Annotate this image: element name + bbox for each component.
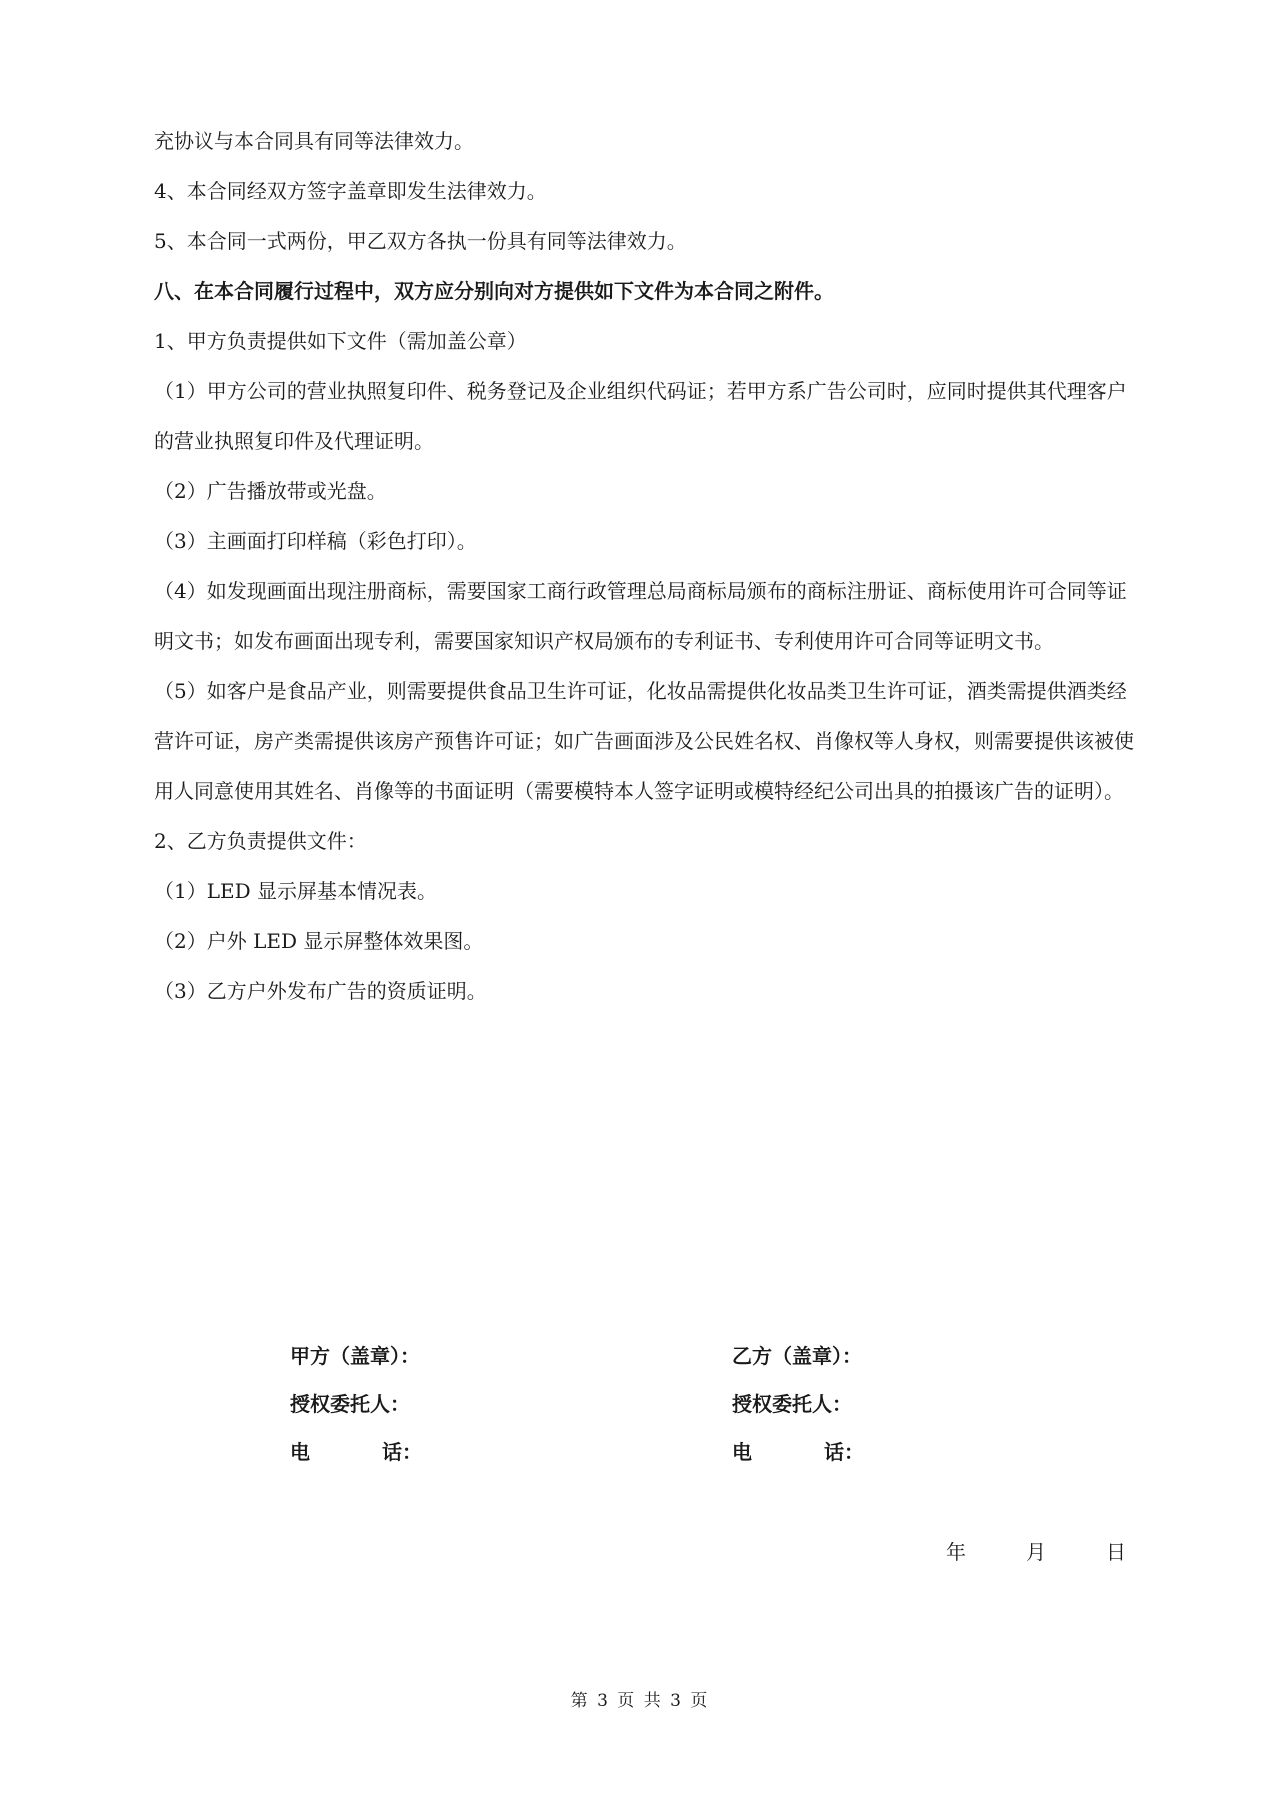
party-b-phone-label-part-1: 电 (732, 1440, 752, 1464)
party-b-signature-block (732, 1332, 864, 1476)
paragraph-party-a-item-5: （5）如客户是食品产业，则需要提供食品卫生许可证，化妆品需提供化妆品类卫生许可证，酒类需提供酒类经营许可证，房产类需提供该房产预售许可证；如广告画面涉及公民姓名权、肖像权等人身权，则需要提供该被使用人同意使用其姓名、肖像等的书面证明（需要模特本人签字证明或模特经纪公司出具的拍摄该广告的证明）。 (154, 679, 1134, 803)
date-month-label: 月 (1026, 1540, 1046, 1564)
paragraph-party-a-item-3: （3）主画面打印样稿（彩色打印）。 (154, 529, 477, 553)
party-b-seal-label: 乙方（盖章）： (732, 1344, 862, 1368)
paragraph-party-a-item-1: （1）甲方公司的营业执照复印件、税务登记及企业组织代码证；若甲方系广告公司时，应同时提供其代理客户的营业执照复印件及代理证明。 (154, 379, 1127, 453)
party-b-phone-label-part-2: 话： (824, 1440, 864, 1464)
section-heading-attachments: 八、在本合同履行过程中，双方应分别向对方提供如下文件为本合同之附件。 (154, 279, 834, 303)
party-a-phone-label-part-2: 话： (382, 1440, 422, 1464)
party-a-phone-label (290, 1428, 422, 1476)
party-a-signature-block (290, 1332, 422, 1476)
paragraph-party-b-item-2: （2）户外 LED 显示屏整体效果图。 (154, 929, 484, 953)
paragraph-party-a-item-2: （2）广告播放带或光盘。 (154, 479, 387, 503)
contract-body (154, 116, 1134, 1016)
party-b-phone-label (732, 1428, 864, 1476)
paragraph-party-b-item-3: （3）乙方户外发布广告的资质证明。 (154, 979, 487, 1003)
paragraph-clause-4: 4、本合同经双方签字盖章即发生法律效力。 (154, 179, 547, 203)
page-number-footer: 第 3 页 共 3 页 (570, 1691, 710, 1711)
paragraph-party-b-item-1: （1）LED 显示屏基本情况表。 (154, 879, 437, 903)
paragraph-party-b-documents: 2、乙方负责提供文件： (154, 829, 367, 853)
paragraph-party-a-documents: 1、甲方负责提供如下文件（需加盖公章） (154, 329, 527, 353)
paragraph-supplement-validity: 充协议与本合同具有同等法律效力。 (154, 129, 474, 153)
paragraph-party-a-item-4: （4）如发现画面出现注册商标，需要国家工商行政管理总局商标局颁布的商标注册证、商标使用许可合同等证明文书；如发布画面出现专利，需要国家知识产权局颁布的专利证书、专利使用许可合同等证明文书。 (154, 579, 1127, 653)
party-a-seal-label: 甲方（盖章）： (290, 1344, 420, 1368)
paragraph-clause-5: 5、本合同一式两份，甲乙双方各执一份具有同等法律效力。 (154, 229, 687, 253)
party-b-authorized-label: 授权委托人： (732, 1392, 852, 1416)
date-day-label: 日 (1106, 1540, 1126, 1564)
party-a-authorized-label: 授权委托人： (290, 1392, 410, 1416)
date-year-label: 年 (946, 1540, 966, 1564)
signing-date (946, 1536, 1126, 1565)
party-a-phone-label-part-1: 电 (290, 1440, 310, 1464)
